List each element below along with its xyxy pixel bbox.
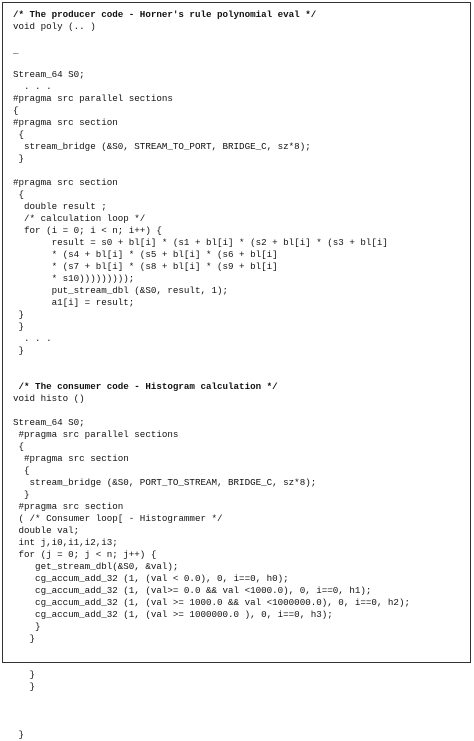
code-line: ( /* Consumer loop[ - Histogrammer */ bbox=[13, 513, 223, 524]
code-line: } bbox=[13, 321, 25, 332]
code-line: for (i = 0; i < n; i++) { bbox=[13, 225, 162, 236]
code-line: } bbox=[13, 309, 25, 320]
code-comment-heading: /* The consumer code - Histogram calculation */ bbox=[13, 381, 278, 392]
code-listing bbox=[13, 9, 410, 741]
code-line bbox=[13, 57, 410, 69]
code-line: . . . bbox=[13, 81, 52, 92]
code-line: #pragma src parallel sections bbox=[13, 93, 173, 104]
code-line bbox=[13, 645, 410, 657]
code-comment-heading: /* The producer code - Horner's rule polynomial eval */ bbox=[13, 9, 317, 20]
code-line: int j,i0,i1,i2,i3; bbox=[13, 537, 118, 548]
code-line: } bbox=[13, 621, 41, 632]
code-line bbox=[13, 165, 410, 177]
code-line: { bbox=[13, 441, 25, 452]
code-line: . . . bbox=[13, 333, 52, 344]
code-line: #pragma src section bbox=[13, 453, 129, 464]
code-line: { bbox=[13, 129, 25, 140]
code-line bbox=[13, 657, 410, 669]
code-line: * (s7 + bl[i] * (s8 + bl[i] * (s9 + bl[i] bbox=[13, 261, 278, 272]
code-line bbox=[13, 693, 410, 705]
code-line: * s10))))))))); bbox=[13, 273, 135, 284]
code-line: Stream_64 S0; bbox=[13, 417, 85, 428]
code-line: void histo () bbox=[13, 393, 85, 404]
code-line: { bbox=[13, 105, 19, 116]
code-line: } bbox=[13, 669, 36, 680]
code-line: { bbox=[13, 189, 25, 200]
code-line: void poly (.. ) bbox=[13, 21, 96, 32]
code-line: stream_bridge (&S0, PORT_TO_STREAM, BRIDGE_C, sz*8); bbox=[13, 477, 317, 488]
code-line: stream_bridge (&S0, STREAM_TO_PORT, BRIDGE_C, sz*8); bbox=[13, 141, 311, 152]
code-line: } bbox=[13, 345, 25, 356]
code-line: double result ; bbox=[13, 201, 107, 212]
code-line: #pragma src parallel sections bbox=[13, 429, 179, 440]
code-line: } bbox=[13, 681, 36, 692]
code-line: #pragma src section bbox=[13, 501, 124, 512]
code-line: double val; bbox=[13, 525, 80, 536]
code-line: * (s4 + bl[i] * (s5 + bl[i] * (s6 + bl[i] bbox=[13, 249, 278, 260]
code-line: a1[i] = result; bbox=[13, 297, 135, 308]
code-line bbox=[13, 705, 410, 717]
code-line bbox=[13, 357, 410, 369]
code-line bbox=[13, 33, 410, 45]
code-line: { bbox=[13, 465, 30, 476]
code-listing-frame bbox=[2, 2, 471, 740]
code-line: } bbox=[13, 153, 25, 164]
code-line bbox=[13, 717, 410, 729]
code-line: } bbox=[13, 633, 36, 644]
code-line: Stream_64 S0; bbox=[13, 69, 85, 80]
code-line: result = s0 + bl[i] * (s1 + bl[i] * (s2 + bl[i] * (s3 + bl[i] bbox=[13, 237, 388, 248]
code-line: } bbox=[13, 489, 30, 500]
code-line bbox=[13, 369, 410, 381]
code-line: cg_accum_add_32 (1, (val >= 1000000.0 ), 0, i==0, h3); bbox=[13, 609, 333, 620]
code-line: for (j = 0; j < n; j++) { bbox=[13, 549, 157, 560]
code-line: _ bbox=[13, 45, 19, 56]
code-line: put_stream_dbl (&S0, result, 1); bbox=[13, 285, 229, 296]
code-line: #pragma src section bbox=[13, 177, 118, 188]
code-line: cg_accum_add_32 (1, (val>= 0.0 && val <1000.0), 0, i==0, h1); bbox=[13, 585, 372, 596]
code-line: get_stream_dbl(&S0, &val); bbox=[13, 561, 179, 572]
code-line: /* calculation loop */ bbox=[13, 213, 146, 224]
code-line: #pragma src section bbox=[13, 117, 118, 128]
code-line: cg_accum_add_32 (1, (val < 0.0), 0, i==0, h0); bbox=[13, 573, 289, 584]
code-line: } bbox=[13, 729, 25, 740]
code-line: cg_accum_add_32 (1, (val >= 1000.0 && val <1000000.0), 0, i==0, h2); bbox=[13, 597, 410, 608]
code-line bbox=[13, 405, 410, 417]
